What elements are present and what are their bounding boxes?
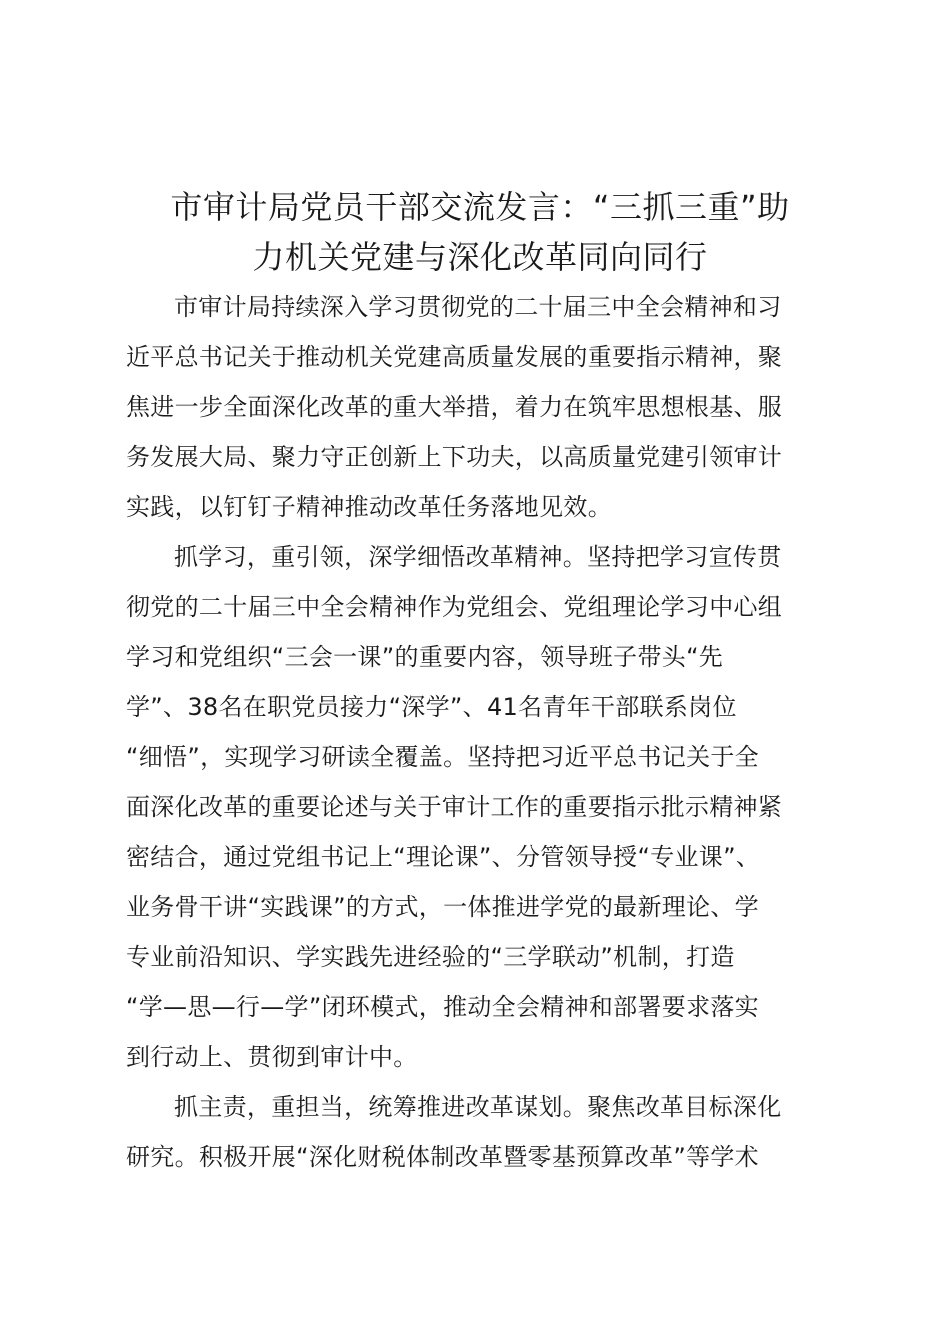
- text-line: 市审计局持续深入学习贯彻党的二十届三中全会精神和习: [174, 293, 782, 321]
- text-line: “细悟”，实现学习研读全覆盖。坚持把习近平总书记关于全: [126, 743, 759, 771]
- text-line: 抓主责，重担当，统筹推进改革谋划。聚焦改革目标深化: [174, 1093, 782, 1121]
- paragraph-study: [126, 532, 838, 1082]
- text-line: 实践，以钉钉子精神推动改革任务落地见效。: [126, 493, 612, 521]
- document-body: [126, 282, 838, 1182]
- text-line: 研究。积极开展“深化财税体制改革暨零基预算改革”等学术: [126, 1143, 759, 1171]
- text-line: 学”、38名在职党员接力“深学”、41名青年干部联系岗位: [126, 693, 737, 721]
- text-line: 密结合，通过党组书记上“理论课”、分管领导授“专业课”、: [126, 843, 761, 871]
- title-line: 市审计局党员干部交流发言：“三抓三重”助: [170, 188, 790, 226]
- text-line: 焦进一步全面深化改革的重大举措，着力在筑牢思想根基、服: [126, 393, 783, 421]
- text-line: 近平总书记关于推动机关党建高质量发展的重要指示精神，聚: [126, 343, 783, 371]
- text-line: 业务骨干讲“实践课”的方式，一体推进学党的最新理论、学: [126, 893, 759, 921]
- text-line: 抓学习，重引领，深学细悟改革精神。坚持把学习宣传贯: [174, 543, 782, 571]
- title-line: 力机关党建与深化改革同向同行: [252, 238, 708, 276]
- text-line: 到行动上、贯彻到审计中。: [126, 1043, 418, 1071]
- text-line: 面深化改革的重要论述与关于审计工作的重要指示批示精神紧: [126, 793, 783, 821]
- text-line: 彻党的二十届三中全会精神作为党组会、党组理论学习中心组: [126, 593, 783, 621]
- text-line: “学—思—行—学”闭环模式，推动全会精神和部署要求落实: [126, 993, 759, 1021]
- text-line: 学习和党组织“三会一课”的重要内容，领导班子带头“先: [126, 643, 724, 671]
- paragraph-responsibility: [126, 1082, 838, 1182]
- text-line: 专业前沿知识、学实践先进经验的“三学联动”机制，打造: [126, 943, 735, 971]
- text-line: 务发展大局、聚力守正创新上下功夫，以高质量党建引领审计: [126, 443, 783, 471]
- document-title: [110, 182, 850, 282]
- paragraph-intro: [126, 282, 838, 532]
